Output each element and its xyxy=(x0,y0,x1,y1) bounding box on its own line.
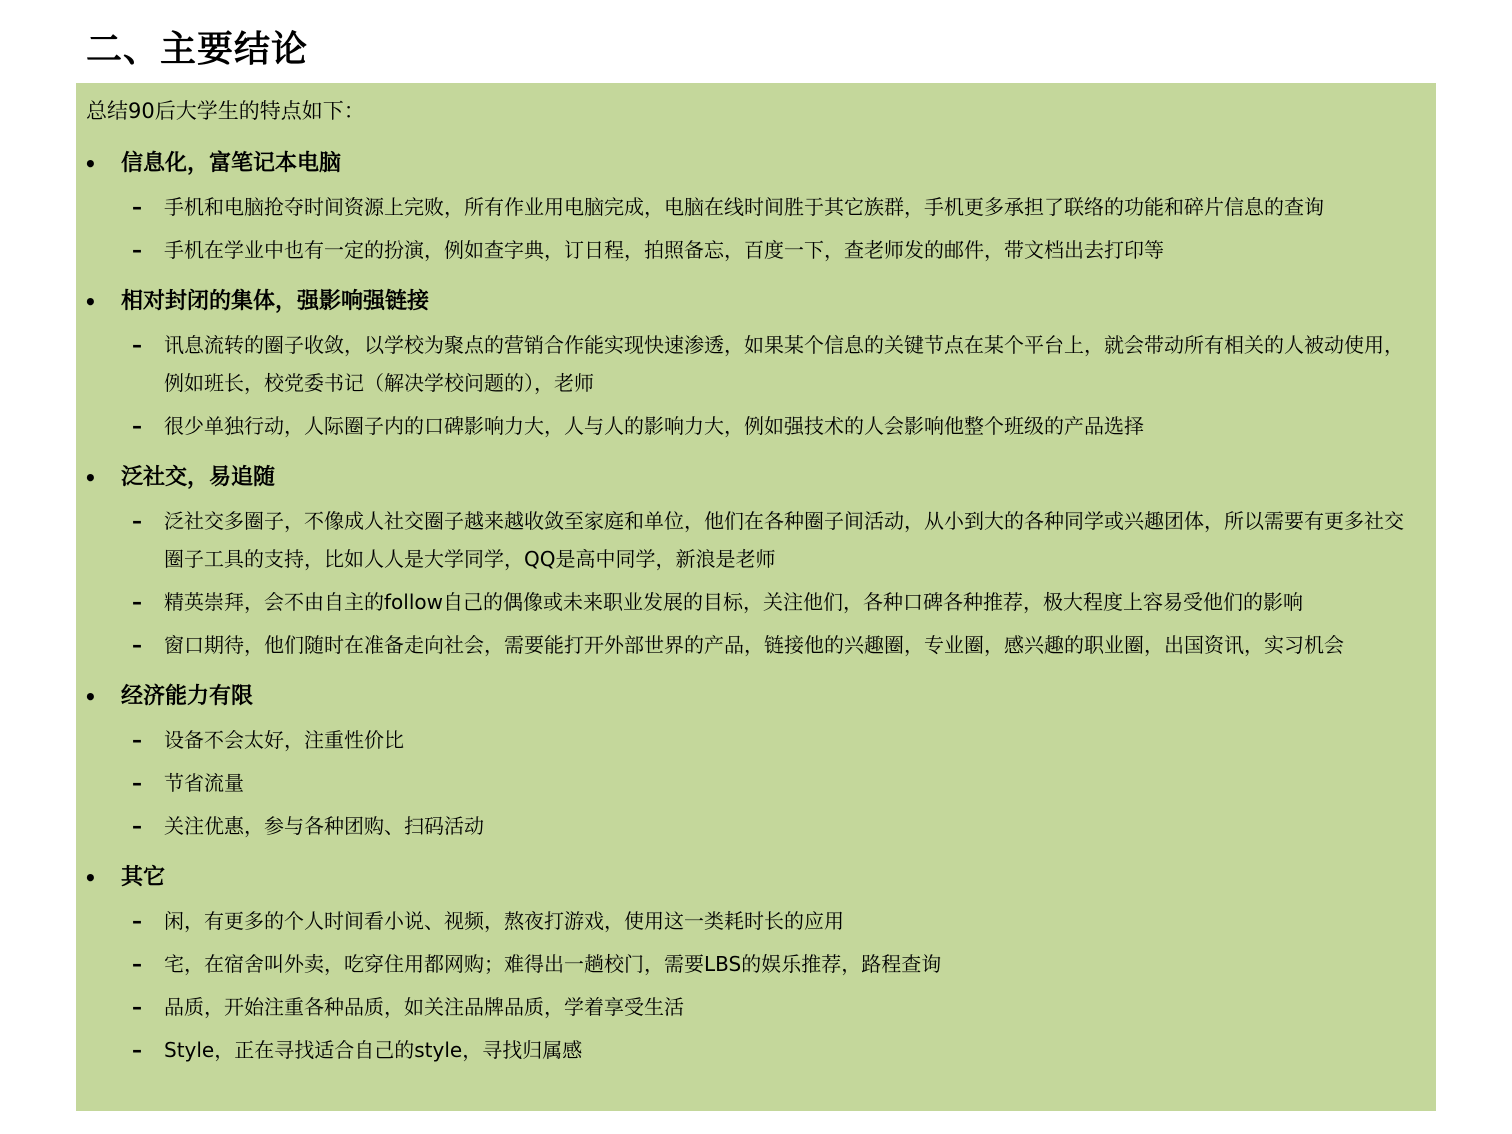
list-item-text: 节省流量 xyxy=(164,771,244,795)
dash-icon: – xyxy=(132,995,142,1019)
list-item-text: 设备不会太好，注重性价比 xyxy=(164,728,404,752)
list-item xyxy=(76,721,1436,759)
bullet-icon: • xyxy=(84,466,97,490)
list-item-text: 讯息流转的圈子收敛，以学校为聚点的营销合作能实现快速渗透，如果某个信息的关键节点在某个平台上，就会带动所有相关的人被动使用，例如班长，校党委书记（解决学校问题的），老师 xyxy=(164,333,1404,395)
conclusion-section xyxy=(76,859,1436,1069)
dash-icon: – xyxy=(132,414,142,438)
conclusion-section xyxy=(76,283,1436,445)
dash-icon: – xyxy=(132,1038,142,1062)
page-title: 二、主要结论 xyxy=(86,29,309,70)
section-heading-text: 泛社交，易追随 xyxy=(121,465,276,490)
list-item xyxy=(76,988,1436,1026)
dash-icon: – xyxy=(132,728,142,752)
list-item xyxy=(76,231,1436,269)
list-item-text: 泛社交多圈子，不像成人社交圈子越来越收敛至家庭和单位，他们在各种圈子间活动，从小到大的各种同学或兴趣团体，所以需要有更多社交圈子工具的支持，比如人人是大学同学，QQ是高中同学，新浪是老师 xyxy=(164,509,1404,571)
dash-icon: – xyxy=(132,238,142,262)
list-item xyxy=(76,583,1436,621)
conclusions-panel xyxy=(76,83,1436,1111)
list-item-text: 手机和电脑抢夺时间资源上完败，所有作业用电脑完成，电脑在线时间胜于其它族群，手机更多承担了联络的功能和碎片信息的查询 xyxy=(164,195,1324,219)
list-item xyxy=(76,764,1436,802)
list-item xyxy=(76,407,1436,445)
dash-icon: – xyxy=(132,909,142,933)
conclusion-section xyxy=(76,678,1436,845)
conclusion-section xyxy=(76,145,1436,269)
list-item xyxy=(76,902,1436,940)
list-item xyxy=(76,945,1436,983)
bullet-icon: • xyxy=(84,290,97,314)
list-item-text: 精英崇拜，会不由自主的follow自己的偶像或未来职业发展的目标，关注他们，各种口碑各种推荐，极大程度上容易受他们的影响 xyxy=(164,590,1303,614)
bullet-icon: • xyxy=(84,152,97,176)
section-heading-text: 信息化，富笔记本电脑 xyxy=(121,151,342,176)
section-heading-text: 其它 xyxy=(121,865,166,890)
list-item-text: 关注优惠，参与各种团购、扫码活动 xyxy=(164,814,484,838)
dash-icon: – xyxy=(132,590,142,614)
list-item xyxy=(76,502,1436,578)
dash-icon: – xyxy=(132,771,142,795)
dash-icon: – xyxy=(132,509,142,533)
conclusion-section xyxy=(76,459,1436,664)
list-item-text: 品质，开始注重各种品质，如关注品牌品质，学着享受生活 xyxy=(164,995,684,1019)
list-item xyxy=(76,326,1436,402)
intro-text: 总结90后大学生的特点如下： xyxy=(86,99,365,123)
section-heading-text: 经济能力有限 xyxy=(121,684,254,709)
dash-icon: – xyxy=(132,814,142,838)
list-item xyxy=(76,1031,1436,1069)
dash-icon: – xyxy=(132,952,142,976)
bullet-icon: • xyxy=(84,685,97,709)
list-item xyxy=(76,188,1436,226)
bullet-icon: • xyxy=(84,866,97,890)
list-item-text: 窗口期待，他们随时在准备走向社会，需要能打开外部世界的产品，链接他的兴趣圈，专业圈，感兴趣的职业圈，出国资讯，实习机会 xyxy=(164,633,1344,657)
list-item-text: 手机在学业中也有一定的扮演，例如查字典，订日程，拍照备忘，百度一下，查老师发的邮件，带文档出去打印等 xyxy=(164,238,1164,262)
list-item-text: 宅，在宿舍叫外卖，吃穿住用都网购；难得出一趟校门，需要LBS的娱乐推荐，路程查询 xyxy=(164,952,942,976)
list-item-text: 闲，有更多的个人时间看小说、视频，熬夜打游戏，使用这一类耗时长的应用 xyxy=(164,909,844,933)
section-heading xyxy=(76,283,1436,321)
dash-icon: – xyxy=(132,333,142,357)
section-heading xyxy=(76,678,1436,716)
dash-icon: – xyxy=(132,195,142,219)
section-heading xyxy=(76,145,1436,183)
conclusions-list xyxy=(76,145,1436,1083)
section-heading-text: 相对封闭的集体，强影响强链接 xyxy=(121,289,430,314)
list-item-text: 很少单独行动，人际圈子内的口碑影响力大，人与人的影响力大，例如强技术的人会影响他整个班级的产品选择 xyxy=(164,414,1144,438)
list-item xyxy=(76,807,1436,845)
list-item-text: Style，正在寻找适合自己的style，寻找归属感 xyxy=(164,1038,583,1062)
section-heading xyxy=(76,459,1436,497)
section-heading xyxy=(76,859,1436,897)
list-item xyxy=(76,626,1436,664)
dash-icon: – xyxy=(132,633,142,657)
